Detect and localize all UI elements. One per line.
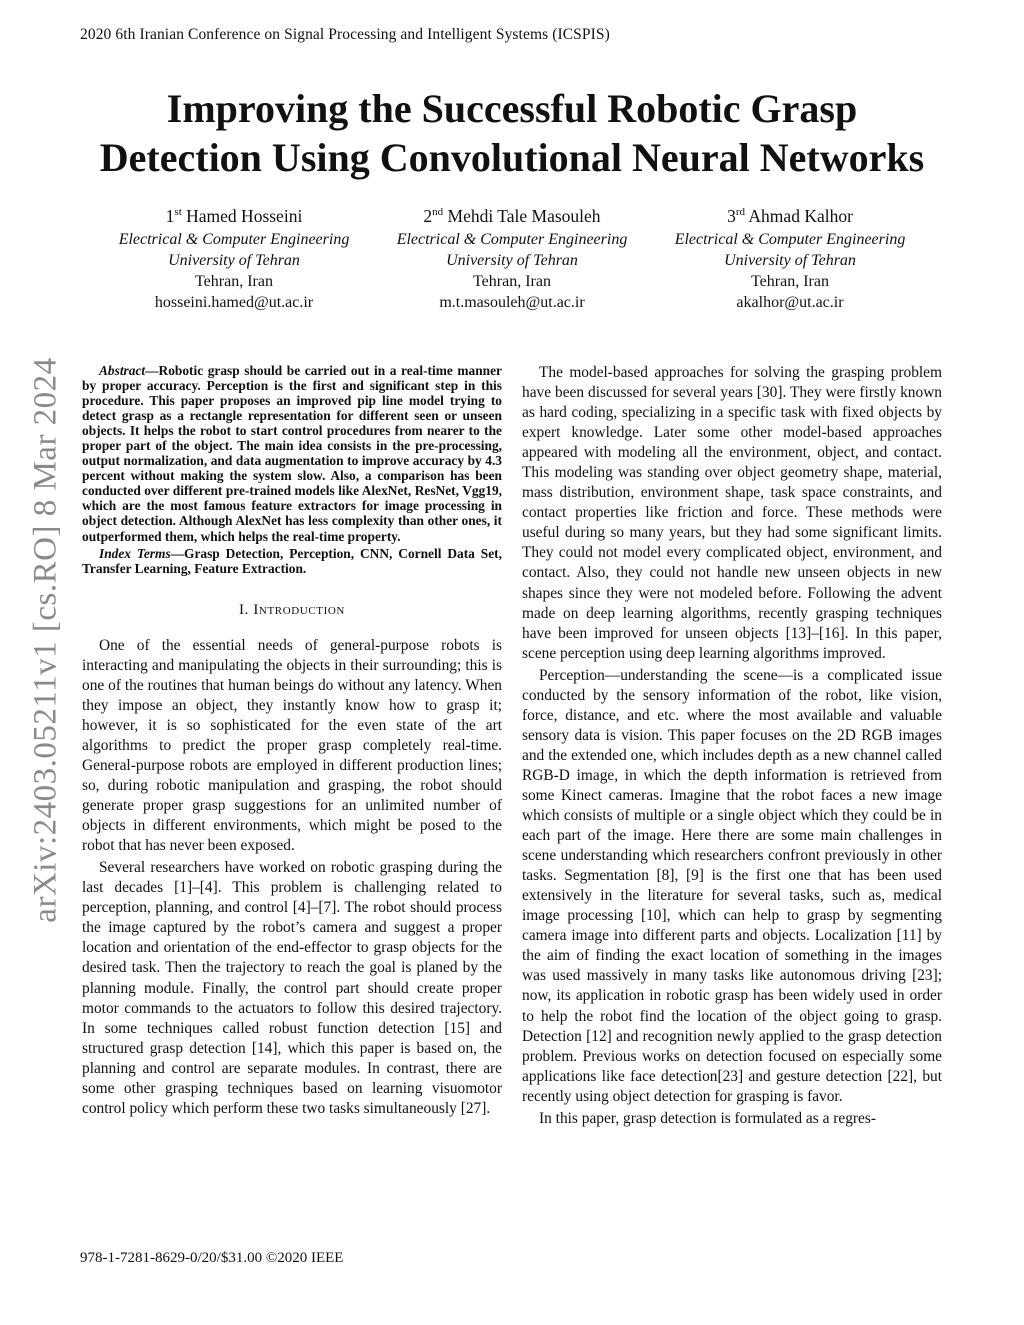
author-location: Tehran, Iran (751, 272, 829, 290)
title-line-2: Detection Using Convolutional Neural Networks (99, 135, 925, 180)
author-1 (84, 200, 384, 313)
body-paragraph: The model-based approaches for solving the grasping problem have been discussed for several years [30]. They were firstly known as hard coding, specializing in a specific task with fixed objects by expert knowledge. Later some other model-based approaches appeared with modeling all the environment, object, and contact. This modeling was standing over object geometry shape, material, mass distribution, environment shape, task space constraints, and contact properties like friction and force. These methods were useful during so many years, but they had some significant limits. They could not model every complicated object, environment, and contact. Also, they could not handle new unseen objects in new shapes since they were not modeled before. Following the advent made on deep learning algorithms, recently grasping techniques have been improved for unseen objects [13]–[16]. In this paper, scene perception using deep learning algorithms improved. (522, 364, 942, 662)
author-ordinal: 2 (423, 205, 433, 226)
author-ordinal-suffix: st (174, 206, 182, 218)
paper-title (0, 84, 1024, 182)
author-email[interactable]: m.t.masouleh@ut.ac.ir (439, 293, 585, 311)
body-paragraph: Several researchers have worked on robotic grasping during the last decades [1]–[4]. This problem is challenging related to perception, planning, and control [4]–[7]. The robot should process the image captured by the robot’s camera and suggest a proper location and orientation of the end-effector to grasp objects for the desired task. Then the trajectory to reach the goal is planed by the planning module. Finally, the control part should create proper motor commands to the actuators to follow this desired trajectory. In some techniques called robust function detection [15] and structured grasp detection [14], which this paper is based on, the planning and control are separate modules. In contrast, there are some other grasping techniques based on learning visuomotor control policy which perform these two tasks simultaneously [27]. (82, 859, 502, 1117)
abstract-text: —Robotic grasp should be carried out in a real-time manner by proper accuracy. Perception is the first and significant step in this procedure. This paper proposes an improved pip line model trying to detect grasp as a rectangle representation for different seen or unseen objects. It helps the robot to start control procedures from nearer to the proper part of the object. The main idea consists in the pre-processing, output normalization, and data augmentation to improve accuracy by 4.3 percent without making the system slow. Also, a comparison has been conducted over different pre-trained models like AlexNet, ResNet, Vgg19, which are the most famous feature extractors for image processing in object detection. Although AlexNet has less complexity than other ones, it outperformed them, which helps the real-time property. (82, 363, 502, 544)
abstract-label: Abstract (99, 363, 146, 378)
section-numeral: I. (239, 601, 254, 618)
body-paragraph: Perception—understanding the scene—is a complicated issue conducted by the sensory information of the robot, like vision, force, distance, and etc. where the most available and valuable sensory data is vision. This paper focuses on the 2D RGB images and the extended one, which includes depth as a new channel called RGB-D image, in which the depth information is retrieved from some Kinect cameras. Imagine that the robot faces a new image which consists of multiple or a single object which they could be in each part of the image. Here there are some main challenges in scene understanding which researchers confront previously in other tasks. Segmentation [8], [9] is the first one that has been used extensively in the literature for several tasks, such as, medical image processing [10], which can help to grasp by segmenting camera image into different parts and objects. Localization [11] by the aim of finding the exact location of something in the images was used massively in many tasks like autonomous driving [23]; now, its application in robotic grasp has been widely used in order to help the robot find the location of the object going to grasp. Detection [12] and recognition newly applied to the grasp detection problem. Previous works on detection focused on especially some applications like face detection[23] and gesture detection [22], but recently using object detection for grasping is favor. (522, 666, 942, 1105)
conference-header: 2020 6th Iranian Conference on Signal Processing and Intelligent Systems (ICSPIS) (80, 26, 610, 43)
author-location: Tehran, Iran (195, 272, 273, 290)
author-department: Electrical & Computer Engineering (674, 230, 906, 248)
body-paragraph: In this paper, grasp detection is formulated as a regres- (539, 1109, 877, 1127)
author-name-text: Mehdi Tale Masouleh (447, 205, 601, 226)
left-column (82, 363, 502, 1121)
author-name-text: Hamed Hosseini (186, 205, 303, 226)
author-ordinal: 3 (727, 205, 736, 226)
index-terms (82, 546, 502, 576)
author-email[interactable]: akalhor@ut.ac.ir (736, 293, 844, 311)
author-3 (640, 200, 940, 313)
author-ordinal-suffix: rd (735, 206, 745, 218)
author-university: University of Tehran (168, 251, 300, 269)
index-terms-label: Index Terms (99, 545, 171, 561)
author-university: University of Tehran (724, 251, 856, 269)
author-2 (362, 200, 662, 313)
author-ordinal-suffix: nd (432, 206, 444, 218)
author-name (640, 200, 940, 229)
title-line-1: Improving the Successful Robotic Grasp (166, 86, 858, 131)
author-email[interactable]: hosseini.hamed@ut.ac.ir (154, 293, 314, 311)
arxiv-identifier[interactable]: arXiv:2403.05211v1 [cs.RO] 8 Mar 2024 (27, 357, 64, 923)
author-university: University of Tehran (446, 251, 578, 269)
author-name (362, 200, 662, 229)
abstract (82, 363, 502, 544)
author-department: Electrical & Computer Engineering (118, 230, 350, 248)
author-name-text: Ahmad Kalhor (748, 205, 853, 226)
body-paragraph: One of the essential needs of general-purpose robots is interacting and manipulating the objects in their surrounding; this is one of the routines that human beings do without any latency. When they impose an object, they instantly know how to grasp it; however, it is so sophisticated for the even state of the art algorithms to predict the proper grasp completely real-time. General-purpose robots are employed in different production lines; so, during robotic manipulation and grasping, the robot should generate proper grasp suggestions for an unlimited number of objects in different environments, which might be posed to the robot that has never been exposed. (82, 636, 502, 855)
right-column (522, 363, 942, 1131)
author-department: Electrical & Computer Engineering (396, 230, 628, 248)
copyright-footer: 978-1-7281-8629-0/20/$31.00 ©2020 IEEE (80, 1250, 344, 1266)
author-location: Tehran, Iran (473, 272, 551, 290)
author-name (84, 200, 384, 229)
section-title: Introduction (253, 601, 345, 618)
index-terms-text: —Grasp Detection, Perception, CNN, Cornell Data Set, Transfer Learning, Feature Extraction. (82, 545, 502, 576)
section-heading (82, 600, 502, 620)
author-ordinal: 1 (165, 205, 175, 226)
